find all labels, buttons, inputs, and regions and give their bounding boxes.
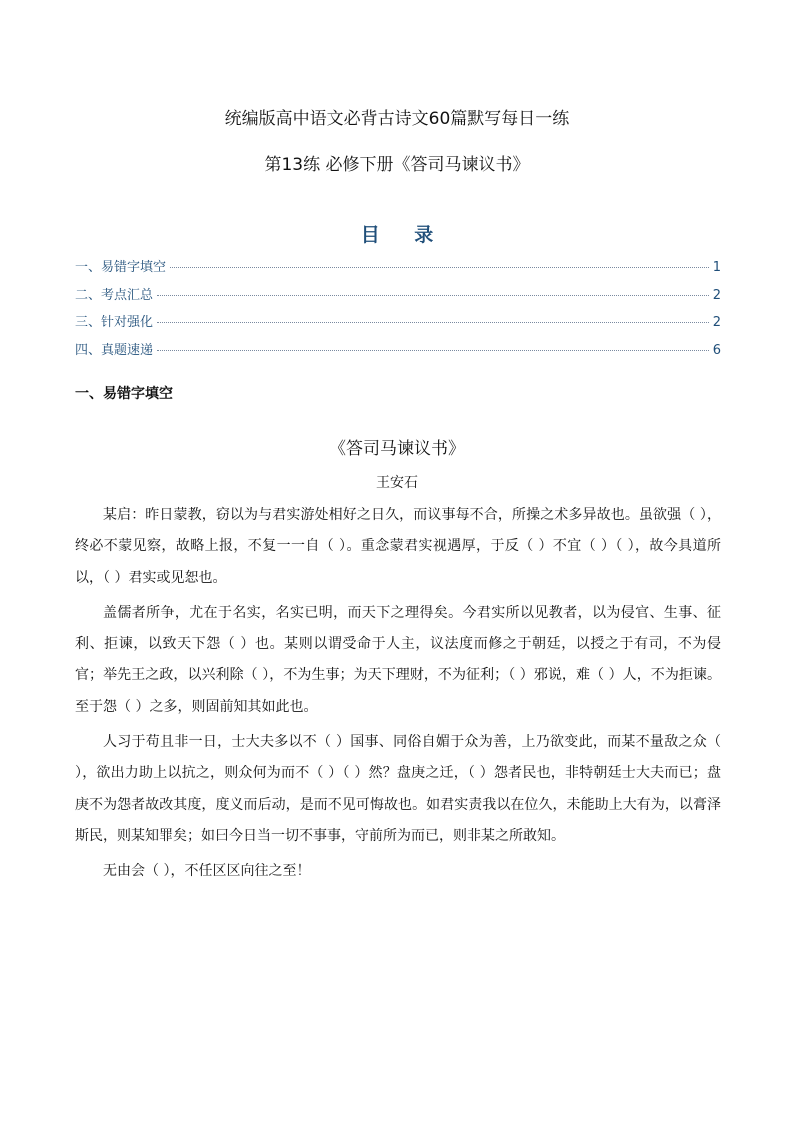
toc-entry-label: 一、易错字填空 xyxy=(75,260,167,275)
essay-paragraph: 无由会（ ），不任区区向往之至！ xyxy=(103,863,311,880)
document-title: 统编版高中语文必背古诗文60篇默写每日一练 xyxy=(224,109,570,129)
toc-leader-dots xyxy=(157,295,709,296)
toc-leader-dots xyxy=(170,267,709,268)
toc-entry[interactable] xyxy=(75,256,721,284)
document-subtitle: 第13练 必修下册《答司马谏议书》 xyxy=(264,155,530,175)
toc-entry-page: 2 xyxy=(712,287,721,303)
toc-entry[interactable] xyxy=(75,311,721,339)
toc-entry-label: 三、针对强化 xyxy=(75,315,154,330)
toc-leader-dots xyxy=(157,322,709,323)
toc-entry-label: 二、考点汇总 xyxy=(75,287,154,303)
essay-paragraph: 某启：昨日蒙教，窃以为与君实游处相好之日久，而议事每不合，所操之术多异故也。虽欲强（ ），终必不蒙见察，故略上报，不复一一自（ ）。重念蒙君实视遇厚，于反（ ）不宜（ ）（ ），故今具道所以，（ ）君实或见恕也。 xyxy=(75,507,721,586)
essay-paragraph: 盖儒者所争，尤在于名实，名实已明，而天下之理得矣。今君实所以见教者，以为侵官、生事、征利、拒谏，以致天下怨（ ）也。某则以谓受命于人主，议法度而修之于朝廷，以授之于有司，不为侵官；举先王之政，以兴利除（ ），不为生事；为天下理财，不为征利；（ ）邪说，难（ ）人，不为拒谏。至于怨（ ）之多，则固前知其如此也。 xyxy=(75,604,721,715)
essay-title: 《答司马谏议书》 xyxy=(329,439,465,459)
toc-entry-label: 四、真题速递 xyxy=(75,342,154,358)
toc-entry[interactable] xyxy=(75,284,721,312)
toc-entry[interactable] xyxy=(75,339,721,367)
toc-leader-dots xyxy=(157,350,709,351)
section-heading: 一、易错字填空 xyxy=(75,386,173,402)
essay-body xyxy=(75,500,721,892)
toc-entry-page: 2 xyxy=(712,315,721,330)
toc-entry-page: 1 xyxy=(712,260,721,275)
toc-heading: 目 录 xyxy=(360,224,448,246)
toc-entry-page: 6 xyxy=(712,342,721,358)
table-of-contents xyxy=(75,256,721,366)
essay-author: 王安石 xyxy=(376,475,418,491)
essay-paragraph: 人习于苟且非一日，士大夫多以不（ ）国事、同俗自媚于众为善，上乃欲变此，而某不量敌之众（ ），欲出力助上以抗之，则众何为而不（ ）（ ）然？盘庚之迁，（ ）怨者民也，非特朝廷士大夫而已；盘庚不为怨者故改其度，度义而后动，是而不见可悔故也。如君实责我以在位久，未能助上大有为，以膏泽斯民，则某知罪矣；如曰今日当一切不事事，守前所为而已，则非某之所敢知。 xyxy=(75,734,721,844)
